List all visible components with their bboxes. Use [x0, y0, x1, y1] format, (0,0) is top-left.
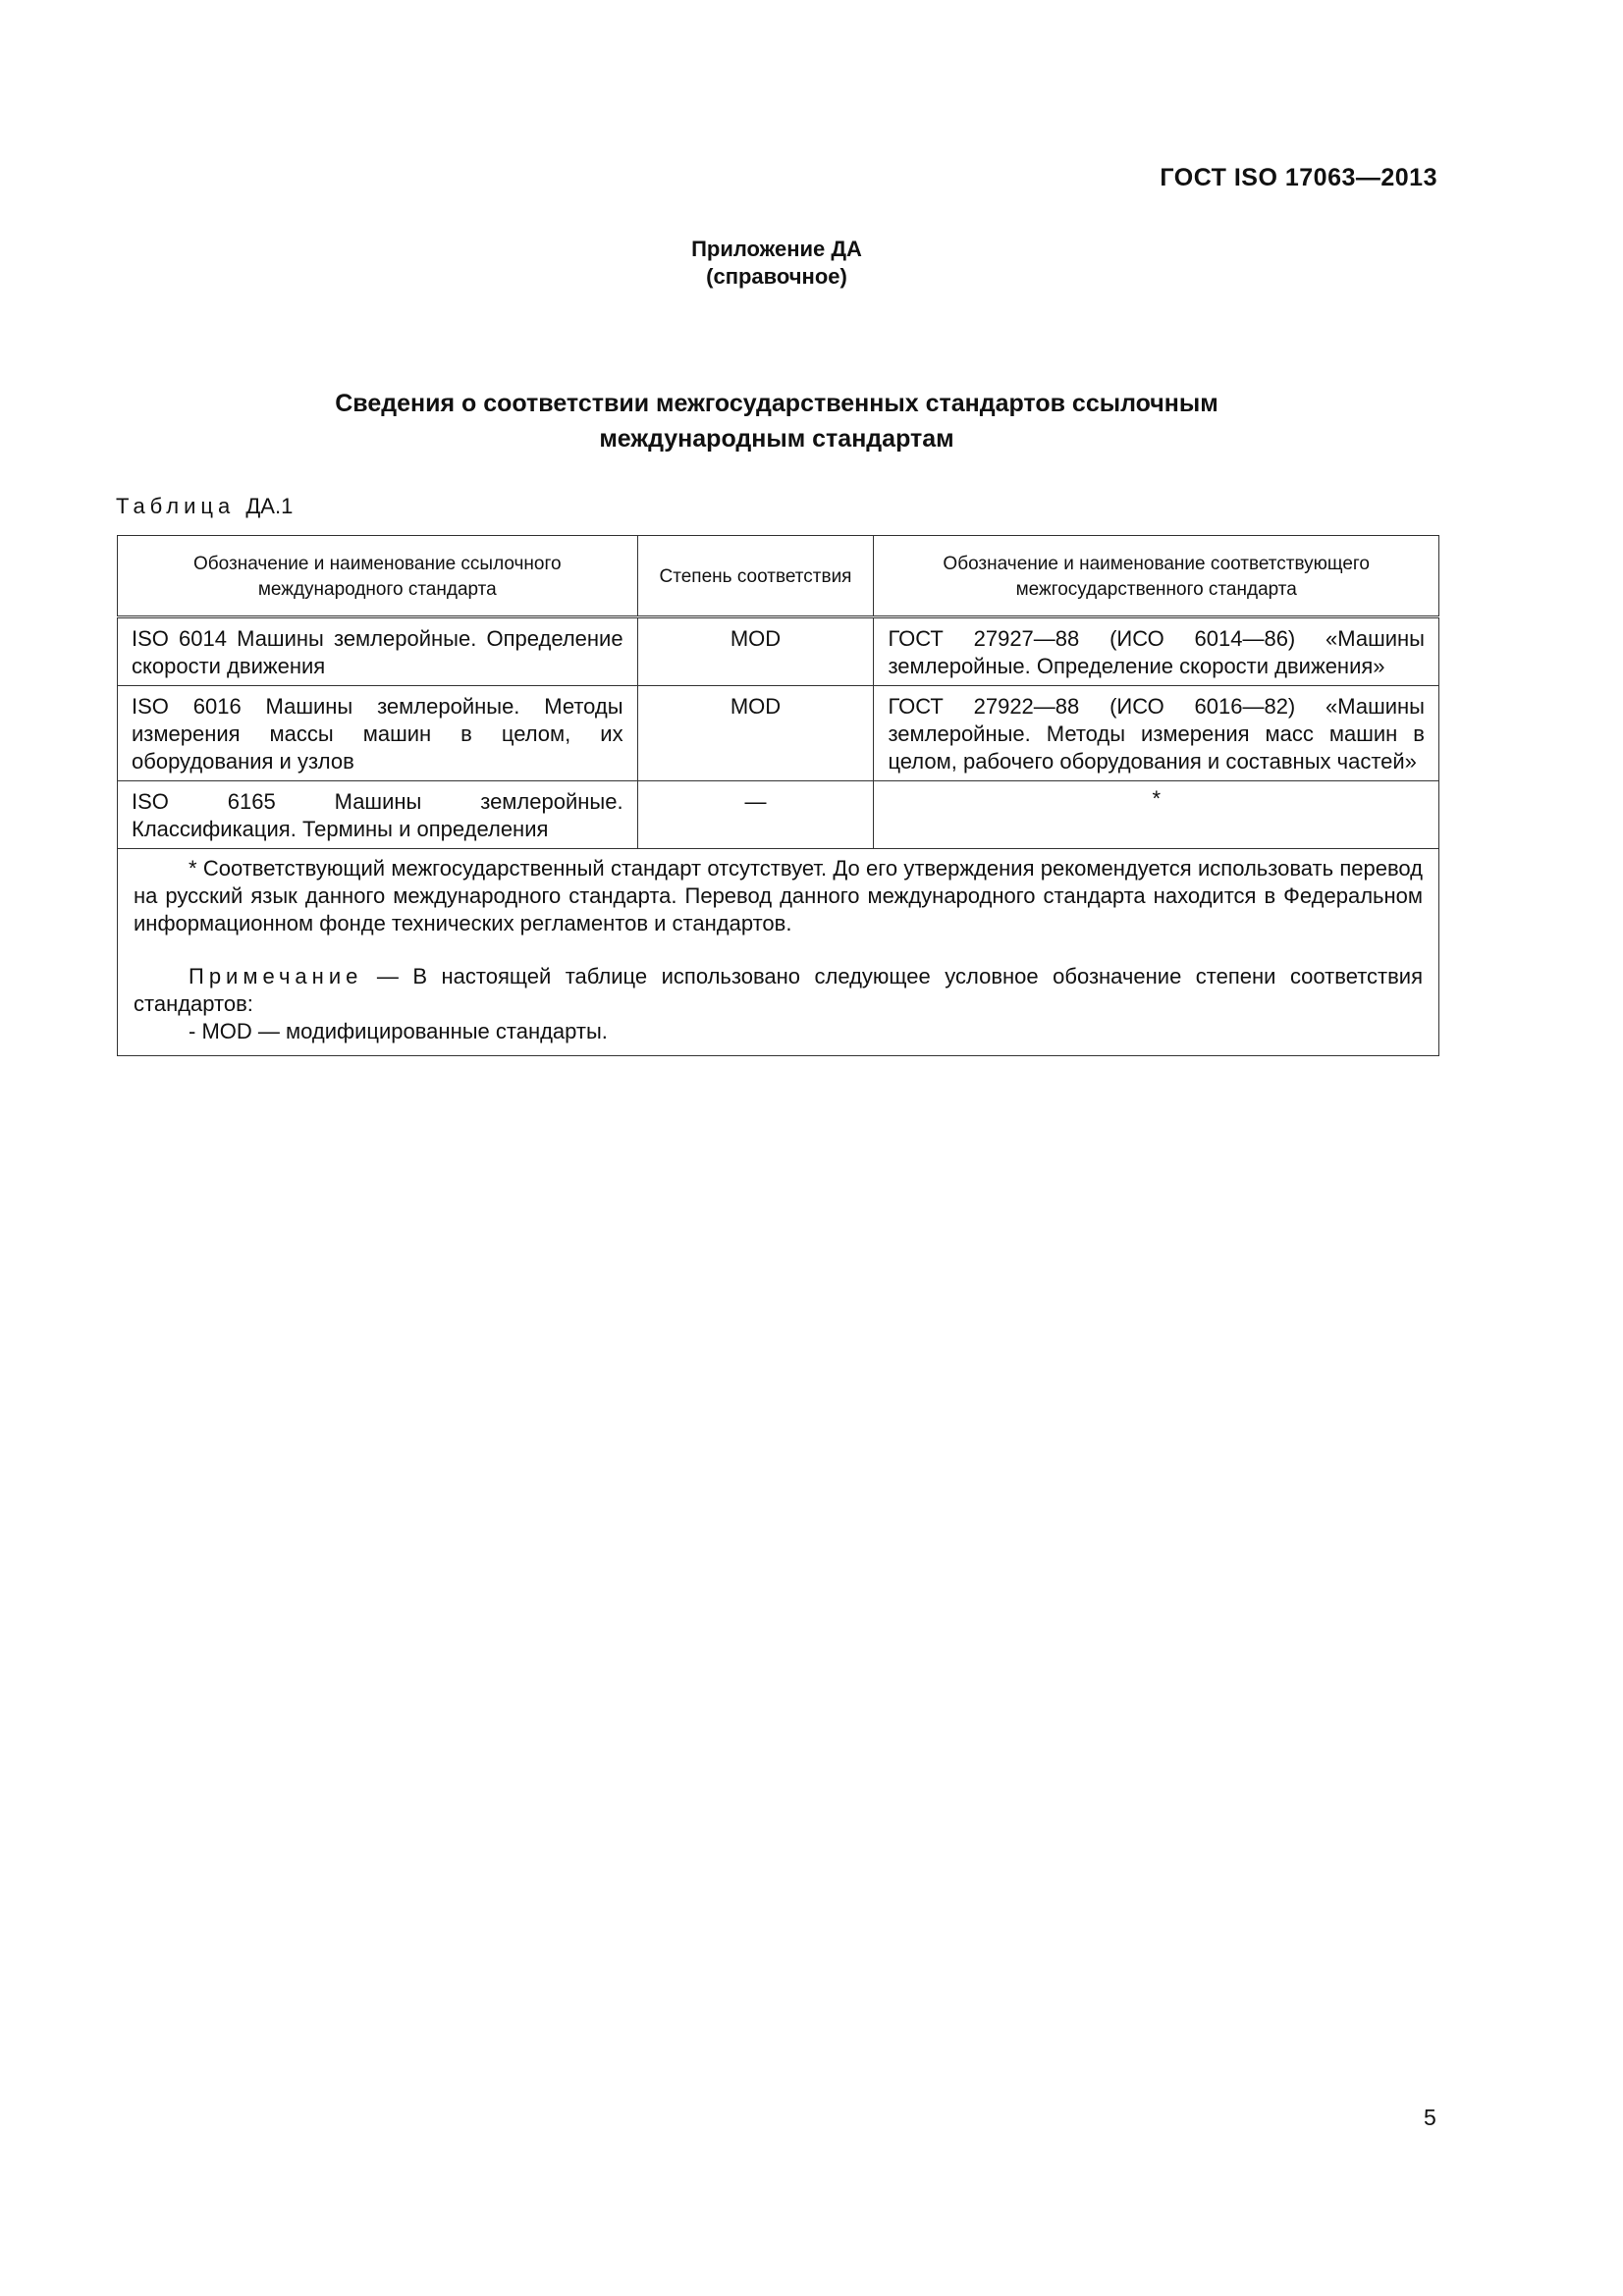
footnote: * Соответствующий межгосударственный стандарт отсутствует. До его утверждения рекомендуется использовать перевод на русский язык данного международного стандарта. Перевод данного международного стандарта находится в Федеральном информационном фонде технических регламентов и стандартов. [134, 856, 1423, 935]
section-title-line-1: Сведения о соответствии межгосударственных стандартов ссылочным [335, 390, 1218, 417]
cell-degree: — [637, 781, 874, 849]
table-row [118, 617, 1439, 686]
appendix-title: Приложение ДА [691, 237, 862, 261]
appendix-heading [0, 236, 1553, 291]
correspondence-table [117, 535, 1439, 1056]
table-notes-row [118, 849, 1439, 1056]
cell-international-standard: ISO 6016 Машины землеройные. Методы измерения массы машин в целом, их оборудования и узлов [118, 686, 638, 781]
table-row [118, 781, 1439, 849]
table-caption-number: ДА.1 [245, 494, 294, 518]
header-interstate-standard: Обозначение и наименование соответствующего межгосударственного стандарта [874, 536, 1439, 617]
cell-degree: MOD [637, 617, 874, 686]
header-degree: Степень соответствия [637, 536, 874, 617]
note-item: - MOD — модифицированные стандарты. [189, 1019, 608, 1043]
cell-interstate-standard: ГОСТ 27927—88 (ИСО 6014—86) «Машины землеройные. Определение скорости движения» [874, 617, 1439, 686]
table-caption [116, 494, 293, 519]
note-label: Примечание [189, 964, 363, 988]
table-row [118, 686, 1439, 781]
cell-international-standard: ISO 6014 Машины землеройные. Определение скорости движения [118, 617, 638, 686]
cell-international-standard: ISO 6165 Машины землеройные. Классификация. Термины и определения [118, 781, 638, 849]
page-number: 5 [1424, 2105, 1436, 2130]
table-notes [118, 849, 1439, 1056]
section-title [0, 386, 1553, 456]
cell-degree: MOD [637, 686, 874, 781]
document-code: ГОСТ ISO 17063—2013 [1160, 164, 1437, 191]
table-header-row [118, 536, 1439, 617]
cell-interstate-standard: * [874, 781, 1439, 849]
note [134, 963, 1423, 1018]
header-international-standard: Обозначение и наименование ссылочного международного стандарта [118, 536, 638, 617]
appendix-subtitle: (справочное) [706, 264, 847, 289]
cell-interstate-standard: ГОСТ 27922—88 (ИСО 6016—82) «Машины землеройные. Методы измерения масс машин в целом, рабочего оборудования и составных частей» [874, 686, 1439, 781]
note-text: — В настоящей таблице использовано следующее условное обозначение степени соответствия стандартов: [134, 964, 1423, 1016]
section-title-line-2: международным стандартам [599, 425, 954, 453]
table-caption-word: Таблица [116, 494, 236, 518]
